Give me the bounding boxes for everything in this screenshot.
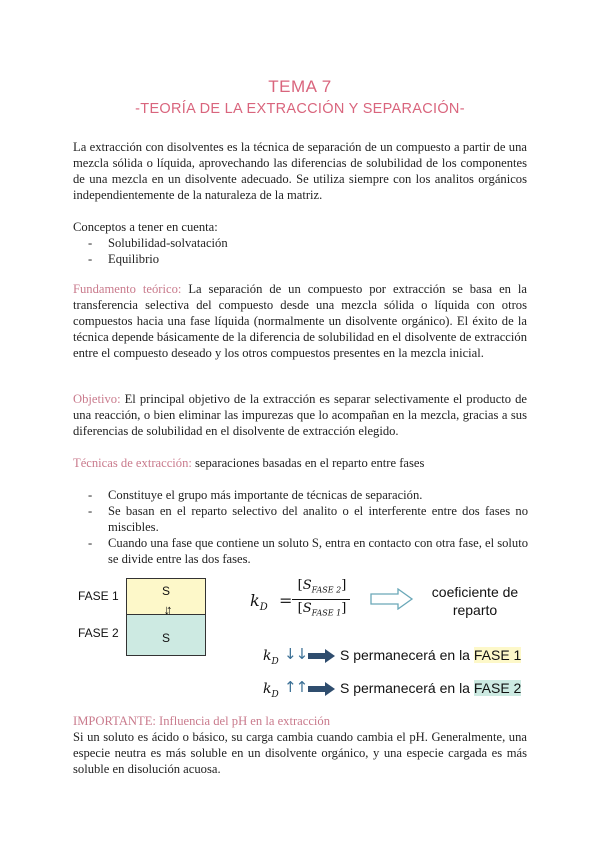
fase1-highlight: FASE 1 (473, 647, 522, 663)
up-arrows-icon: ↑↑ (284, 678, 308, 696)
kd-down-symbol: $k_D$ (263, 648, 279, 667)
outline-arrow-icon (370, 588, 414, 610)
line1-text: S permanecerá en la FASE 1 (340, 647, 522, 663)
fase2-label: FASE 2 (78, 626, 119, 640)
importante-label: IMPORTANTE: Influencia del pH en la extracción (73, 714, 331, 728)
page-title: TEMA 7 (268, 77, 332, 96)
fundamento-paragraph: Fundamento teórico: La separación de un compuesto por extracción se basa en la transferencia selectiva del compuesto desde una mezcla sólida o líquida con otros compuestos hacia una fase líquida (normalmente un disolvente orgánico). El éxito de la técnica depende básicamente de la diferencia de solubilidad en el disolvente de extracción entre el compuesto deseado y los otros compuestos presentes en la mezcla inicial. (73, 282, 527, 360)
objetivo-paragraph: Objetivo: El principal objetivo de la extracción es separar selectivamente el producto de una reacción, o bien eliminar las impurezas que lo acompañan en la mezcla, gracias a sus diferencias de solubilidad en el disolvente de extracción elegido. (73, 392, 527, 438)
fase2-highlight: FASE 2 (473, 680, 522, 696)
concepts-heading: Conceptos a tener en cuenta: (73, 220, 218, 234)
right-arrow-icon (308, 649, 336, 663)
intro-paragraph: La extracción con disolventes es la técnica de separación de un compuesto a partir de una mezcla sólida o líquida, aprovechando las diferencias de solubilidad de los componentes de una mezcla en un disolvente adecuado. Se utiliza siempre con los analitos orgánicos independientemente de la naturaleza de la matriz. (73, 140, 527, 202)
fraction-bar (292, 599, 350, 600)
kd-symbol: $k_D$ (250, 591, 268, 614)
objetivo-label: Objetivo: (73, 392, 121, 406)
equilibrium-arrows: ↓↑ (163, 602, 169, 617)
importante-paragraph: Si un soluto es ácido o básico, su carga cambia cuando cambia el pH. Generalmente, una especie neutra es más soluble en un disolvente orgánico, y una especie cargada es más soluble en disolución acuosa. (73, 730, 527, 776)
fase1-label: FASE 1 (78, 589, 119, 603)
right-arrow-icon (308, 682, 336, 696)
concept-item: - Solubilidad-solvatación (88, 236, 228, 250)
solute-fase1: S (161, 584, 170, 598)
equals-sign: = (279, 591, 293, 610)
kd-up-symbol: $k_D$ (263, 681, 279, 700)
line2-text: S permanecerá en la FASE 2 (340, 680, 522, 696)
down-arrows-icon: ↓↓ (284, 645, 308, 663)
fundamento-label: Fundamento teórico: (73, 282, 182, 296)
tecnicas-bullet: - Se basan en el reparto selectivo del analito o el interferente entre dos fases no miscibles. (88, 504, 528, 534)
concept-item: - Equilibrio (88, 252, 160, 266)
page-subtitle: -TEORÍA DE LA EXTRACCIÓN Y SEPARACIÓN- (135, 101, 465, 117)
tecnicas-bullet: - Cuando una fase que contiene un soluto S, entra en contacto con otra fase, el soluto se divide entre las dos fases. (88, 536, 529, 566)
kd-numerator: $[S_{FASE 2}]$ (297, 578, 347, 595)
solute-fase2: S (161, 631, 170, 645)
tecnicas-label: Técnicas de extracción: (73, 456, 192, 470)
coef-label: coeficiente de reparto (431, 584, 519, 618)
tecnicas-bullet: - Constituye el grupo más importante de técnicas de separación. (88, 488, 423, 502)
tecnicas-heading: Técnicas de extracción: separaciones basadas en el reparto entre fases (73, 456, 425, 470)
kd-denominator: $[S_{FASE 1}]$ (297, 601, 347, 618)
